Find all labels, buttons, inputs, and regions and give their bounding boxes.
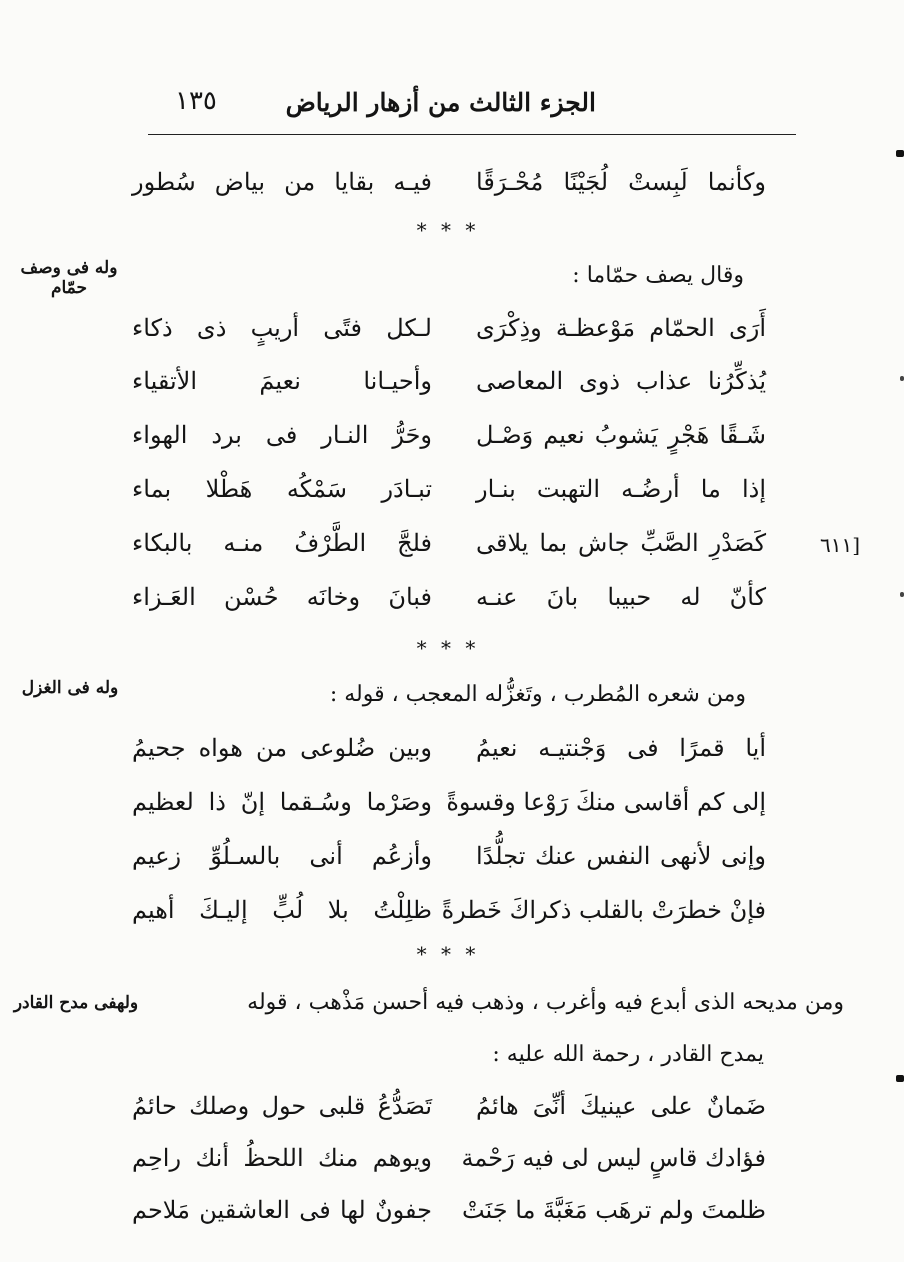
verse-hemistich-right: كأنّ له حبيبا بانَ عنـه: [476, 583, 766, 611]
header-rule: [148, 134, 796, 135]
verse-hemistich-right: شَـقًا هَجْرٍ يَشوبُ نعيم وَصْـل: [476, 421, 766, 449]
verse-hemistich-right: أَرَى الحمّام مَوْعظـة وذِكْرَى: [476, 314, 766, 342]
verse-hemistich-right: كَصَدْرِ الصَّبِّ جاش بما يلاقى: [476, 529, 766, 557]
scan-edge-mark: [900, 376, 904, 381]
margin-note-line: وله فى وصف: [20, 258, 118, 278]
page-number: ١٣٥: [175, 86, 217, 116]
section-separator: * * *: [416, 636, 480, 660]
verse-hemistich-right: ظلمتَ ولم ترهَب مَغَبَّةَ ما جَنَتْ: [461, 1196, 766, 1224]
section-intro: ومن مديحه الذى أبدع فيه وأغرب ، وذهب فيه أحسن مَذْهب ، قوله: [247, 990, 844, 1015]
verse-hemistich-right: فؤادك قاسٍ ليس لى فيه رَحْمة: [461, 1144, 766, 1172]
verse-hemistich-right: ضَمانٌ على عينيكَ أنِّىَ هائمُ: [476, 1092, 766, 1120]
verse-hemistich-left: ويوهم منك اللحظُ أنك راحِم: [132, 1144, 432, 1172]
margin-note-madh: ولهفى مدح القادر: [13, 993, 139, 1013]
verse-hemistich-left: فبانَ وخانَه حُسْن العَـزاء: [132, 583, 432, 611]
verse-hemistich-left: تَصَدُّعُ قلبى حول وصلك حائمُ: [132, 1092, 432, 1120]
verse-hemistich-left: وحَرُّ النـار فى برد الهواء: [132, 421, 432, 449]
verse-hemistich-left: وصَرْما وسُـقما إنّ ذا لعظيم: [132, 788, 432, 816]
margin-note-ghazal: وله فى الغزل: [21, 678, 119, 698]
section-intro: وقال يصف حمّاما :: [572, 263, 744, 288]
section-separator: * * *: [416, 942, 480, 966]
margin-note-line: حمّام: [50, 278, 88, 298]
scan-edge-mark: [896, 1075, 904, 1082]
verse-hemistich-right: أيا قمرًا فى وَجْنتيـه نعيمُ: [476, 734, 766, 762]
verse-hemistich-right: يُذكِّرُنا عذاب ذوى المعاصى: [476, 367, 766, 395]
verse-hemistich-left: وبين ضُلوعى من هواه جحيمُ: [132, 734, 432, 762]
margin-note-hammam: [14, 258, 124, 298]
verse-hemistich-right: فإنْ خطرَتْ بالقلب ذكراكَ خَطرةً: [441, 896, 766, 924]
verse-hemistich-right: إذا ما أرضُـه التهبت بنـار: [476, 475, 766, 503]
section-separator: * * *: [416, 218, 480, 242]
verse-hemistich-left: لـكل فتًى أريبٍ ذى ذكاء: [132, 314, 432, 342]
outer-margin-number: [٦١١: [820, 533, 861, 557]
verse-hemistich-left: فيـه بقايا من بياض سُطور: [132, 168, 432, 196]
verse-hemistich-left: فلجَّ الطَّرْفُ منـه بالبكاء: [132, 529, 432, 557]
verse-hemistich-right: إلى كم أقاسى منكَ رَوْعا وقسوةً: [446, 788, 766, 816]
verse-hemistich-right: وإنى لأنهى النفس عنك تجلُّدًا: [476, 842, 766, 870]
scan-edge-mark: [900, 592, 904, 597]
running-title: الجزء الثالث من أزهار الرياض: [285, 88, 596, 117]
verse-hemistich-left: ظلِلْتُ بلا لُبٍّ إليـكَ أهيم: [132, 896, 432, 924]
section-intro: ومن شعره المُطرب ، وتَغزُّله المعجب ، قوله :: [329, 682, 746, 707]
verse-hemistich-right: وكأنما لَبِستْ لُجَيْنًا مُحْـرَقًا: [476, 168, 766, 196]
verse-hemistich-left: جفونٌ لها فى العاشقين مَلاحم: [132, 1196, 432, 1224]
verse-hemistich-left: وأحيـانا نعيمَ الأتقياء: [132, 367, 432, 395]
section-intro-continued: يمدح القادر ، رحمة الله عليه :: [492, 1042, 764, 1067]
verse-hemistich-left: تبـادَر سَمْكُه هَطْلا بماء: [132, 475, 432, 503]
verse-hemistich-left: وأزعُم أنى بالسـلُوِّ زعيم: [132, 842, 432, 870]
scan-edge-mark: [896, 150, 904, 157]
